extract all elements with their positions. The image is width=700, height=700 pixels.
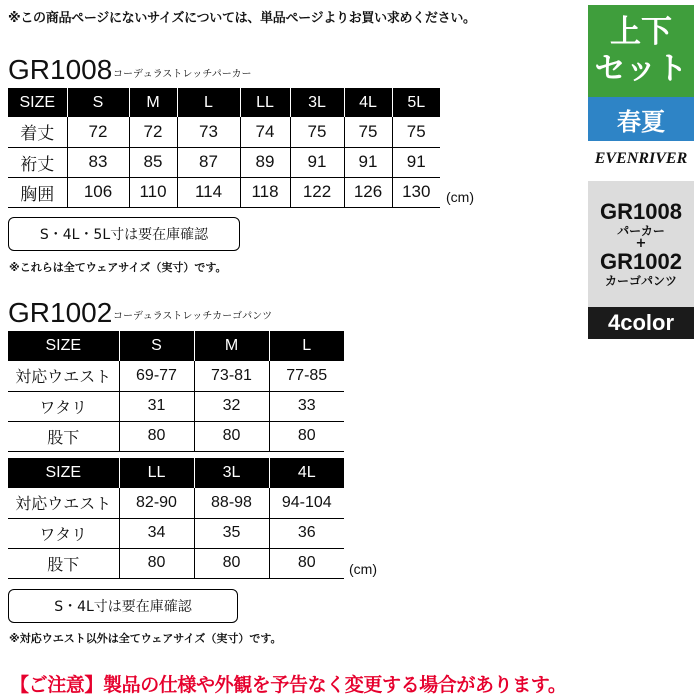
gr1002-product-name: コーデュラストレッチカーゴパンツ — [113, 311, 273, 322]
table-cell: 73 — [177, 117, 240, 147]
table-cell: 33 — [269, 391, 344, 421]
table-cell: 83 — [67, 147, 129, 177]
row-label: 胸囲 — [8, 177, 67, 207]
table-cell: 91 — [344, 147, 392, 177]
header-cell: S — [119, 331, 194, 361]
gr1002-size-table-2 — [8, 458, 344, 579]
row-label: 対応ウエスト — [8, 361, 119, 391]
table-cell: 89 — [240, 147, 290, 177]
table-row — [8, 391, 344, 421]
table-cell: 73-81 — [194, 361, 269, 391]
table-cell: 32 — [194, 391, 269, 421]
table-cell: 75 — [392, 117, 440, 147]
table-cell: 110 — [129, 177, 177, 207]
row-label: 裄丈 — [8, 147, 67, 177]
table-cell: 91 — [290, 147, 344, 177]
caution-notice: 【ご注意】製品の仕様や外観を予告なく変更する場合があります。 — [10, 674, 567, 696]
table-cell: 85 — [129, 147, 177, 177]
gr1002-unit-label: (cm) — [349, 561, 377, 577]
table-cell: 72 — [67, 117, 129, 147]
table-cell: 80 — [194, 421, 269, 451]
gr1002-footnote: ※対応ウエスト以外は全てウェアサイズ（実寸）です。 — [9, 632, 282, 645]
table-row — [8, 488, 344, 518]
table-cell: 69-77 — [119, 361, 194, 391]
season-badge: 春夏 — [588, 97, 694, 141]
item2-code: GR1002 — [600, 249, 682, 274]
table-header-row — [8, 331, 344, 361]
gr1008-footnote: ※これらは全てウェアサイズ（実寸）です。 — [9, 261, 227, 274]
row-label: ワタリ — [8, 518, 119, 548]
header-cell: 3L — [194, 458, 269, 488]
table-row — [8, 177, 440, 207]
table-cell: 75 — [344, 117, 392, 147]
header-cell: L — [177, 88, 240, 117]
header-cell: M — [194, 331, 269, 361]
gr1002-model-code: GR1002 — [8, 297, 113, 328]
header-cell: 5L — [392, 88, 440, 117]
gr1008-stock-note: S・4L・5L寸は要在庫確認 — [8, 217, 240, 251]
table-cell: 114 — [177, 177, 240, 207]
table-cell: 87 — [177, 147, 240, 177]
gr1008-unit-label: (cm) — [446, 189, 474, 205]
table-cell: 82-90 — [119, 488, 194, 518]
table-cell: 31 — [119, 391, 194, 421]
header-cell: M — [129, 88, 177, 117]
item1-code: GR1008 — [600, 199, 682, 224]
row-label: 対応ウエスト — [8, 488, 119, 518]
table-cell: 80 — [119, 548, 194, 578]
table-row — [8, 361, 344, 391]
row-label: 股下 — [8, 548, 119, 578]
table-cell: 36 — [269, 518, 344, 548]
header-cell: SIZE — [8, 331, 119, 361]
table-cell: 91 — [392, 147, 440, 177]
plus-sign: + — [635, 236, 647, 251]
table-header-row — [8, 458, 344, 488]
table-cell: 130 — [392, 177, 440, 207]
table-row — [8, 548, 344, 578]
table-header-row — [8, 88, 440, 117]
header-cell: LL — [119, 458, 194, 488]
gr1008-product-name: コーデュラストレッチパーカー — [113, 69, 252, 80]
table-cell: 88-98 — [194, 488, 269, 518]
table-cell: 118 — [240, 177, 290, 207]
header-cell: 4L — [269, 458, 344, 488]
item2-name: カーゴパンツ — [604, 274, 677, 288]
set-contents-box — [588, 181, 694, 307]
header-cell: SIZE — [8, 88, 67, 117]
set-badge-line1: 上下 — [610, 14, 672, 50]
table-cell: 126 — [344, 177, 392, 207]
table-cell: 80 — [269, 421, 344, 451]
table-cell: 77-85 — [269, 361, 344, 391]
set-badge-line2: セット — [594, 51, 688, 87]
header-cell: LL — [240, 88, 290, 117]
table-cell: 80 — [194, 548, 269, 578]
table-cell: 75 — [290, 117, 344, 147]
brand-logo: EVENRIVER — [594, 150, 688, 167]
table-cell: 35 — [194, 518, 269, 548]
header-cell: S — [67, 88, 129, 117]
header-cell: SIZE — [8, 458, 119, 488]
table-cell: 106 — [67, 177, 129, 207]
table-row — [8, 117, 440, 147]
table-cell: 80 — [119, 421, 194, 451]
gr1008-size-table — [8, 88, 440, 208]
table-row — [8, 518, 344, 548]
header-cell: 4L — [344, 88, 392, 117]
row-label: ワタリ — [8, 391, 119, 421]
table-cell: 122 — [290, 177, 344, 207]
set-badge — [588, 5, 694, 97]
row-label: 着丈 — [8, 117, 67, 147]
gr1008-model-code: GR1008 — [8, 54, 113, 85]
gr1002-stock-note: S・4L寸は要在庫確認 — [8, 589, 238, 623]
header-cell: L — [269, 331, 344, 361]
table-cell: 80 — [269, 548, 344, 578]
table-row — [8, 421, 344, 451]
row-label: 股下 — [8, 421, 119, 451]
table-cell: 34 — [119, 518, 194, 548]
table-cell: 94-104 — [269, 488, 344, 518]
table-cell: 74 — [240, 117, 290, 147]
top-notice: ※この商品ページにないサイズについては、単品ページよりお買い求めください。 — [8, 11, 476, 26]
gr1002-size-table-1 — [8, 331, 344, 452]
color-count-badge: 4color — [588, 307, 694, 339]
header-cell: 3L — [290, 88, 344, 117]
table-row — [8, 147, 440, 177]
item1-name: パーカー — [617, 224, 665, 238]
table-cell: 72 — [129, 117, 177, 147]
